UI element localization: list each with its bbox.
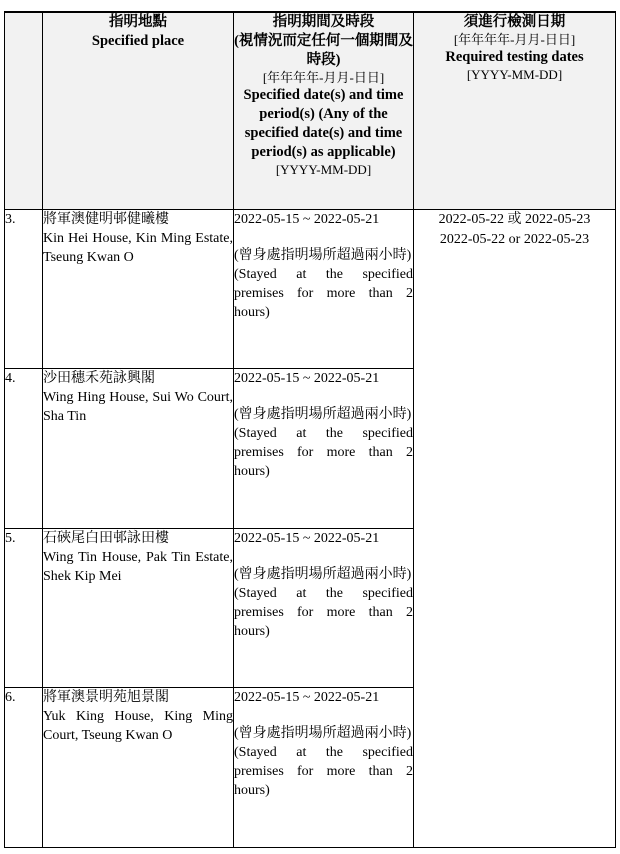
period-note-en: (Stayed at the specified premises for more than 2 hours): [234, 266, 413, 320]
header-period-format-en: [YYYY-MM-DD]: [275, 162, 372, 177]
header-dates-format-zh: [年年年年-月月-日日]: [453, 32, 576, 47]
place-cell: [43, 209, 234, 368]
period-cell: [234, 687, 414, 847]
table-header-row: [5, 12, 616, 209]
row-number: 5.: [5, 528, 43, 687]
place-name-en: Kin Hei House, Kin Ming Estate, Tseung Kwan O: [43, 230, 233, 265]
required-dates-en: 2022-05-22 or 2022-05-23: [439, 231, 590, 247]
place-name-zh: 沙田穗禾苑詠興閣: [43, 370, 155, 386]
period-note-en: (Stayed at the specified premises for more than 2 hours): [234, 744, 413, 798]
place-name-zh: 石硤尾白田邨詠田樓: [43, 530, 169, 546]
period-note-zh: (曾身處指明場所超過兩小時): [234, 566, 412, 582]
period-cell: [234, 368, 414, 528]
place-name-zh: 將軍澳健明邨健曦樓: [43, 211, 169, 227]
required-dates-zh: 2022-05-22 或 2022-05-23: [438, 211, 591, 227]
place-name-en: Wing Tin House, Pak Tin Estate, Shek Kip Mei: [43, 549, 233, 584]
place-name-en: Yuk King House, King Ming Court, Tseung Kwan O: [43, 708, 233, 743]
header-period-zh-note: (視情況而定任何一個期間及時段): [234, 33, 413, 68]
header-dates-format-en: [YYYY-MM-DD]: [466, 67, 563, 82]
place-cell: [43, 368, 234, 528]
row-number: 4.: [5, 368, 43, 528]
period-range: 2022-05-15 ~ 2022-05-21: [234, 370, 380, 386]
header-dates-cell: [414, 12, 616, 209]
header-period-zh: 指明期間及時段: [272, 14, 375, 30]
header-dates-en: Required testing dates: [445, 49, 584, 65]
header-place-zh: 指明地點: [109, 14, 167, 30]
required-dates-cell: [414, 209, 616, 847]
header-place-en: Specified place: [91, 33, 185, 49]
place-cell: [43, 528, 234, 687]
place-cell: [43, 687, 234, 847]
period-note-zh: (曾身處指明場所超過兩小時): [234, 406, 412, 422]
period-cell: [234, 209, 414, 368]
header-period-en: Specified date(s) and time period(s) (Any of the specified date(s) and time period(s) as applicable): [243, 87, 404, 160]
row-number: 6.: [5, 687, 43, 847]
place-name-zh: 將軍澳景明苑旭景閣: [43, 689, 169, 705]
header-place-cell: [43, 12, 234, 209]
period-note-en: (Stayed at the specified premises for more than 2 hours): [234, 425, 413, 479]
header-dates-zh: 須進行檢測日期: [463, 14, 566, 30]
period-note-zh: (曾身處指明場所超過兩小時): [234, 247, 412, 263]
period-range: 2022-05-15 ~ 2022-05-21: [234, 211, 380, 227]
row-number: 3.: [5, 209, 43, 368]
place-name-en: Wing Hing House, Sui Wo Court, Sha Tin: [43, 389, 233, 424]
period-cell: [234, 528, 414, 687]
period-range: 2022-05-15 ~ 2022-05-21: [234, 689, 380, 705]
period-note-zh: (曾身處指明場所超過兩小時): [234, 725, 412, 741]
period-range: 2022-05-15 ~ 2022-05-21: [234, 530, 380, 546]
header-number-cell: [5, 12, 43, 209]
header-period-format-zh: [年年年年-月月-日日]: [262, 70, 385, 85]
table-row: [5, 209, 616, 368]
period-note-en: (Stayed at the specified premises for more than 2 hours): [234, 585, 413, 639]
header-period-cell: [234, 12, 414, 209]
specified-places-table: [4, 11, 616, 848]
